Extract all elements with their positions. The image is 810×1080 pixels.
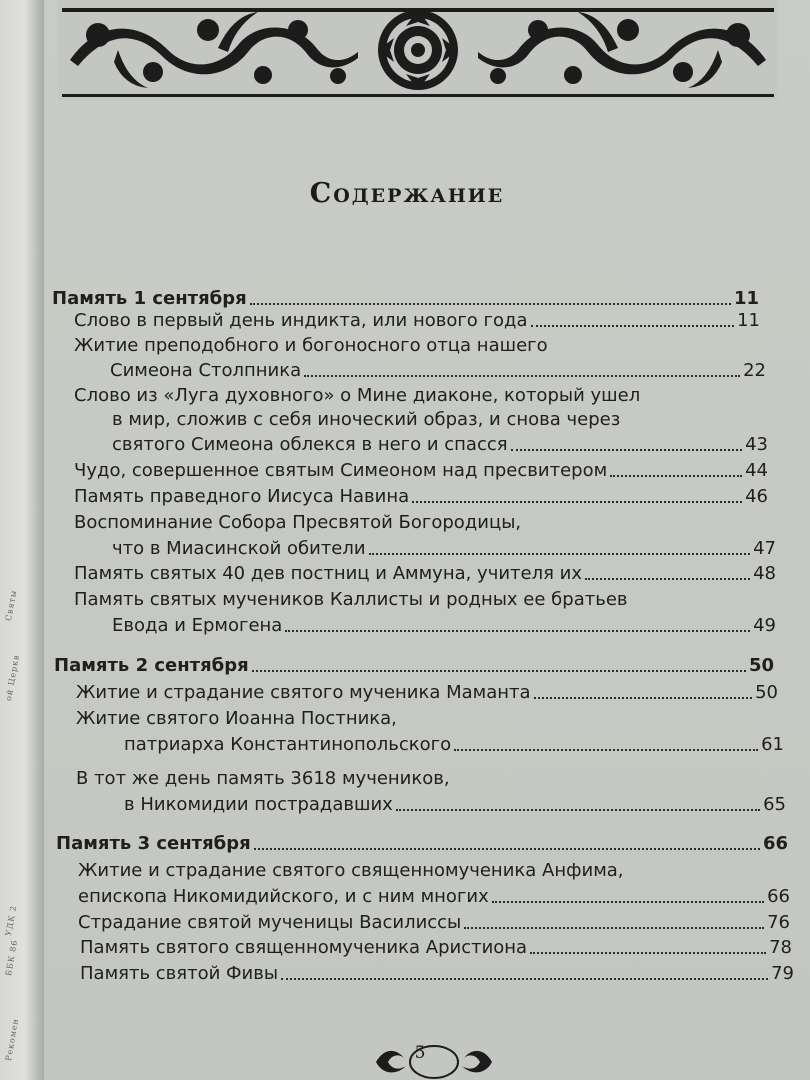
- page-number: 61: [761, 734, 784, 755]
- entry-title: Память праведного Иисуса Навина: [74, 486, 410, 507]
- toc-entry: [74, 310, 760, 332]
- leader-dots: [252, 670, 746, 672]
- page-number-folio: 5: [414, 1043, 426, 1063]
- adjacent-page-edge: [0, 0, 44, 1080]
- toc-entry: [78, 912, 790, 934]
- leader-dots: [304, 375, 740, 377]
- page-title: Содержание: [309, 178, 505, 209]
- edge-text-fragment: УДК 2: [4, 904, 19, 937]
- leader-dots: [285, 630, 750, 632]
- page-number: 65: [763, 794, 786, 815]
- leader-dots: [281, 978, 768, 980]
- toc-entry: [76, 682, 778, 704]
- toc-entry: [110, 360, 766, 382]
- page-number: 66: [767, 886, 790, 907]
- section-title: Память 3 сентября: [56, 833, 251, 854]
- page-number: 47: [753, 538, 776, 559]
- edge-text-fragment: ой Церкв: [4, 653, 22, 702]
- toc-entry: [124, 734, 784, 756]
- toc-entry-line: Житие святого Иоанна Постника,: [76, 708, 397, 729]
- page-number: 43: [745, 434, 768, 455]
- page-number: 50: [748, 655, 774, 676]
- leader-dots: [454, 749, 758, 751]
- leader-dots: [254, 848, 760, 850]
- toc-entry: [74, 460, 768, 482]
- entry-title: Симеона Столпника: [110, 360, 302, 381]
- page-number: 46: [745, 486, 768, 507]
- leader-dots: [585, 578, 750, 580]
- edge-text-fragment: ББК 86: [4, 938, 20, 977]
- toc-entry: [112, 434, 768, 456]
- entry-title: Евода и Ермогена: [112, 615, 283, 636]
- toc-entry: [80, 963, 794, 985]
- entry-title: в Никомидии пострадавших: [124, 794, 393, 815]
- entry-title: Память святых 40 дев постниц и Аммуна, учителя их: [74, 563, 583, 584]
- leader-dots: [250, 303, 731, 305]
- entry-title: что в Миасинской обители: [112, 538, 366, 559]
- leader-dots: [412, 501, 742, 503]
- page-number: 22: [743, 360, 766, 381]
- entry-title: Житие и страдание святого мученика Маманта: [76, 682, 531, 703]
- page-number: 44: [745, 460, 768, 481]
- toc-entry-line: Житие преподобного и богоносного отца нашего: [74, 335, 548, 356]
- page-number: 50: [755, 682, 778, 703]
- leader-dots: [530, 952, 766, 954]
- toc-entry-line: Память святых мучеников Каллисты и родных ее братьев: [74, 589, 628, 610]
- page-number: 49: [753, 615, 776, 636]
- entry-title: Слово в первый день индикта, или нового года: [74, 310, 528, 331]
- leader-dots: [511, 449, 743, 451]
- page-number: 76: [767, 912, 790, 933]
- leader-dots: [396, 809, 760, 811]
- toc-entry: [74, 563, 776, 585]
- book-page: [44, 0, 810, 1080]
- page-number: 11: [737, 310, 760, 331]
- leader-dots: [369, 553, 751, 555]
- leader-dots: [492, 901, 764, 903]
- toc-section-heading: [56, 833, 788, 855]
- toc-section-heading: [54, 655, 774, 677]
- toc-entry-line: Житие и страдание святого священномученика Анфима,: [78, 860, 624, 881]
- toc-entry: [78, 886, 790, 908]
- toc-entry-line: В тот же день память 3618 мучеников,: [76, 768, 450, 789]
- entry-title: Память святой Фивы: [80, 963, 279, 984]
- page-number: 78: [769, 937, 792, 958]
- leader-dots: [610, 475, 742, 477]
- entry-title: епископа Никомидийского, и с ним многих: [78, 886, 489, 907]
- entry-title: святого Симеона облекся в него и спасся: [112, 434, 508, 455]
- leader-dots: [531, 325, 735, 327]
- toc-entry: [124, 794, 786, 816]
- entry-title: патриарха Константинопольского: [124, 734, 452, 755]
- toc-entry: [112, 615, 776, 637]
- toc-entry-line: в мир, сложив с себя иноческий образ, и снова через: [112, 409, 621, 430]
- section-title: Память 2 сентября: [54, 655, 249, 676]
- section-title: Память 1 сентября: [52, 288, 247, 309]
- toc-entry: [112, 538, 776, 560]
- toc-entry-line: Воспоминание Собора Пресвятой Богородицы,: [74, 512, 522, 533]
- page-number: 11: [733, 288, 759, 309]
- entry-title: Страдание святой мученицы Василиссы: [78, 912, 462, 933]
- toc-section-heading: [52, 288, 759, 310]
- page-number: 66: [762, 833, 788, 854]
- entry-title: Память святого священномученика Аристиона: [80, 937, 528, 958]
- leader-dots: [464, 927, 764, 929]
- entry-title: Чудо, совершенное святым Симеоном над пресвитером: [74, 460, 608, 481]
- table-of-contents: [44, 0, 810, 1080]
- page-number: 79: [771, 963, 794, 984]
- edge-text-fragment: Рекомен: [4, 1017, 21, 1062]
- page-number: 48: [753, 563, 776, 584]
- toc-entry: [80, 937, 792, 959]
- toc-entry: [74, 486, 768, 508]
- leader-dots: [534, 697, 753, 699]
- toc-entry-line: Слово из «Луга духовного» о Мине диаконе, который ушел: [74, 385, 641, 406]
- edge-text-fragment: Святы: [4, 589, 19, 622]
